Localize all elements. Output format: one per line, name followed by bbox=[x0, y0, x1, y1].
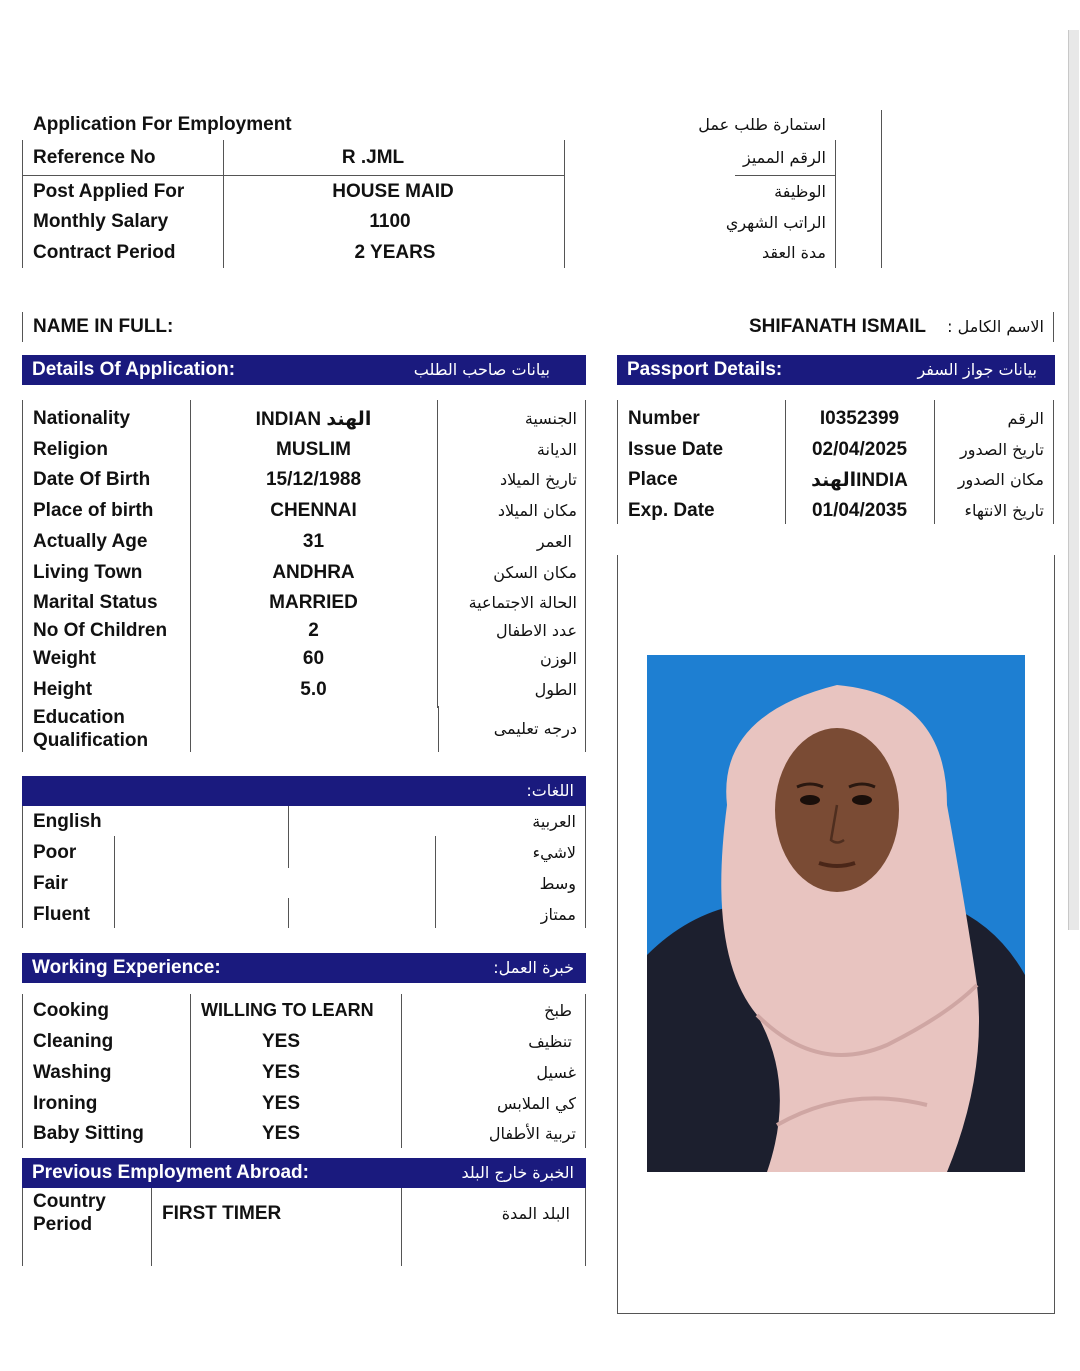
ironing-label: Ironing bbox=[33, 1093, 98, 1114]
post-label-arabic: الوظيفة bbox=[774, 182, 826, 201]
language-poor-label: Poor bbox=[33, 842, 77, 863]
height-label-arabic: الطول bbox=[534, 680, 577, 699]
expiry-date-label-arabic: تاريخ الانتهاء bbox=[964, 501, 1044, 520]
contract-label: Contract Period bbox=[33, 242, 176, 263]
form-title-arabic: استمارة طلب عمل bbox=[698, 115, 826, 134]
previous-title-arabic: الخبرة خارج البلد bbox=[461, 1163, 574, 1182]
salary-label: Monthly Salary bbox=[33, 211, 169, 232]
name-value: SHIFANATH ISMAIL bbox=[749, 316, 926, 337]
languages-title-arabic: اللغات: bbox=[526, 781, 574, 800]
ironing-label-arabic: كي الملابس bbox=[496, 1094, 576, 1113]
weight-label: Weight bbox=[33, 648, 96, 669]
education-label-line1: Education bbox=[33, 707, 125, 728]
passport-title: Passport Details: bbox=[627, 359, 783, 380]
weight-label-arabic: الوزن bbox=[539, 649, 577, 668]
languages-header-bar bbox=[22, 776, 586, 806]
expiry-date-label: Exp. Date bbox=[628, 500, 715, 521]
name-label-arabic: الاسم الكامل : bbox=[947, 317, 1044, 336]
washing-label: Washing bbox=[33, 1062, 112, 1083]
experience-title-arabic: خبرة العمل: bbox=[493, 958, 574, 977]
birthplace-label: Place of birth bbox=[33, 500, 154, 521]
previous-title: Previous Employment Abroad: bbox=[32, 1162, 309, 1183]
language-fair-label-arabic: وسط bbox=[539, 874, 576, 893]
previous-period-label: Period bbox=[33, 1214, 93, 1235]
experience-title: Working Experience: bbox=[32, 957, 221, 978]
height-label: Height bbox=[33, 679, 93, 700]
children-value: 2 bbox=[308, 620, 319, 641]
cooking-label-arabic: طبخ bbox=[544, 1001, 572, 1020]
cleaning-value: YES bbox=[261, 1031, 301, 1052]
marital-label: Marital Status bbox=[33, 592, 158, 613]
nationality-value: INDIAN الهند bbox=[255, 409, 372, 430]
dob-label: Date Of Birth bbox=[33, 469, 151, 490]
issue-place-label-arabic: مكان الصدور bbox=[957, 470, 1044, 489]
passport-number-label-arabic: الرقم bbox=[1007, 409, 1044, 428]
issue-place-value: الهندINDIA bbox=[811, 470, 908, 491]
babysitting-value: YES bbox=[261, 1123, 301, 1144]
religion-value: MUSLIM bbox=[276, 439, 351, 460]
previous-label-arabic: البلد المدة bbox=[501, 1204, 570, 1223]
language-arabic-label: العربية bbox=[532, 812, 576, 831]
dob-label-arabic: تاريخ الميلاد bbox=[500, 470, 577, 489]
weight-value: 60 bbox=[302, 648, 325, 669]
birthplace-value: CHENNAI bbox=[270, 500, 357, 521]
washing-value: YES bbox=[261, 1062, 301, 1083]
cleaning-label: Cleaning bbox=[33, 1031, 114, 1052]
babysitting-label: Baby Sitting bbox=[33, 1123, 144, 1144]
passport-number-label: Number bbox=[628, 408, 700, 429]
religion-label-arabic: الديانة bbox=[536, 440, 577, 459]
experience-header-bar bbox=[22, 953, 586, 983]
cooking-value: WILLING TO LEARN bbox=[201, 1000, 374, 1020]
issue-date-label-arabic: تاريخ الصدور bbox=[960, 440, 1044, 459]
applicant-photo-image bbox=[647, 655, 1025, 1172]
children-label: No Of Children bbox=[33, 620, 168, 641]
town-value: ANDHRA bbox=[272, 562, 355, 583]
issue-date-value: 02/04/2025 bbox=[811, 439, 908, 460]
issue-date-label: Issue Date bbox=[628, 439, 724, 460]
ironing-value: YES bbox=[261, 1093, 301, 1114]
age-value: 31 bbox=[302, 531, 325, 552]
nationality-label: Nationality bbox=[33, 408, 131, 429]
details-title: Details Of Application: bbox=[32, 359, 236, 380]
previous-country-label: Country bbox=[33, 1191, 106, 1212]
language-fair-label: Fair bbox=[33, 873, 68, 894]
marital-value: MARRIED bbox=[269, 592, 358, 613]
previous-header-bar bbox=[22, 1158, 586, 1188]
language-fluent-label: Fluent bbox=[33, 904, 90, 925]
contract-value: 2 YEARS bbox=[354, 242, 436, 263]
cleaning-label-arabic: تنظيف bbox=[528, 1032, 572, 1051]
salary-label-arabic: الراتب الشهري bbox=[725, 213, 826, 232]
town-label-arabic: مكان السكن bbox=[493, 563, 577, 582]
passport-number-value: I0352399 bbox=[819, 408, 900, 429]
reference-value: R .JML bbox=[341, 147, 405, 168]
language-poor-label-arabic: لاشيء bbox=[532, 843, 576, 862]
babysitting-label-arabic: تربية الأطفال bbox=[488, 1124, 576, 1143]
age-label: Actually Age bbox=[33, 531, 148, 552]
reference-label-arabic: الرقم المميز bbox=[742, 148, 826, 167]
birthplace-label-arabic: مكان الميلاد bbox=[497, 501, 577, 520]
height-value: 5.0 bbox=[300, 679, 327, 700]
expiry-date-value: 01/04/2035 bbox=[811, 500, 908, 521]
education-label-line2: Qualification bbox=[33, 730, 149, 751]
education-label-arabic: درجه تعليمى bbox=[493, 719, 577, 738]
contract-label-arabic: مدة العقد bbox=[762, 243, 826, 262]
dob-value: 15/12/1988 bbox=[265, 469, 362, 490]
details-header-bar bbox=[22, 355, 586, 385]
town-label: Living Town bbox=[33, 562, 143, 583]
post-label: Post Applied For bbox=[33, 181, 185, 202]
previous-value: FIRST TIMER bbox=[162, 1203, 282, 1224]
age-label-arabic: العمر bbox=[536, 532, 572, 551]
reference-label: Reference No bbox=[33, 147, 156, 168]
applicant-photo bbox=[647, 655, 1025, 1172]
salary-value: 1100 bbox=[369, 211, 411, 232]
language-fluent-label-arabic: ممتاز bbox=[540, 905, 576, 924]
language-english-label: English bbox=[33, 811, 102, 832]
religion-label: Religion bbox=[33, 439, 108, 460]
passport-header-bar bbox=[617, 355, 1055, 385]
post-value: HOUSE MAID bbox=[332, 181, 454, 202]
page-scrollbar[interactable] bbox=[1068, 30, 1079, 930]
nationality-label-arabic: الجنسية bbox=[524, 409, 577, 428]
details-title-arabic: بيانات صاحب الطلب bbox=[413, 360, 550, 379]
name-label: NAME IN FULL: bbox=[33, 316, 174, 337]
passport-title-arabic: بيانات جواز السفر bbox=[917, 360, 1037, 379]
issue-place-label: Place bbox=[628, 469, 678, 490]
form-title: Application For Employment bbox=[33, 114, 292, 135]
cooking-label: Cooking bbox=[33, 1000, 109, 1021]
children-label-arabic: عدد الاطفال bbox=[495, 621, 577, 640]
washing-label-arabic: غسيل bbox=[536, 1063, 576, 1082]
marital-label-arabic: الحالة الاجتماعية bbox=[468, 593, 577, 612]
